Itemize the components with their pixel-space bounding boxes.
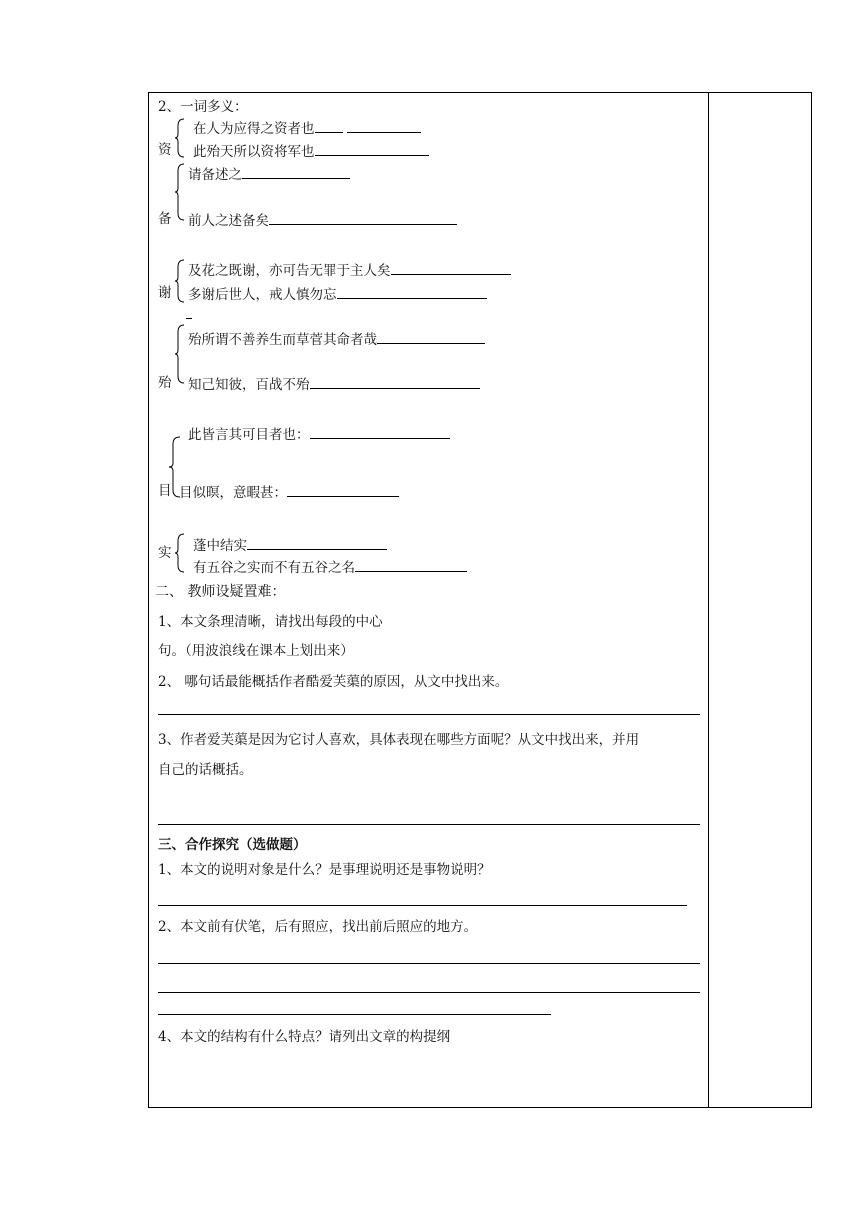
- answer-line: [158, 905, 687, 906]
- stray-mark: [186, 318, 192, 319]
- question-text: 1、本文的说明对象是什么？是事理说明还是事物说明？: [158, 862, 491, 878]
- polysemy-item: 请备述之: [188, 164, 350, 184]
- polysemy-item: 此殆天所以资将军也: [193, 141, 429, 161]
- question-text: 2、 哪句话最能概括作者酷爱芙蕖的原因，从文中找出来。: [158, 674, 509, 690]
- question-text: 自己的话概括。: [158, 762, 253, 778]
- polysemy-item: 在人为应得之资者也: [193, 118, 421, 138]
- polysemy-item: 殆所谓不善养生而草菅其命者哉: [188, 329, 485, 349]
- polysemy-char-dai: 殆: [158, 375, 172, 391]
- polysemy-char-shi: 实: [158, 545, 172, 561]
- brace-zi: [174, 118, 186, 158]
- polysemy-item: 多谢后世人，戒人慎勿忘: [188, 284, 487, 304]
- coop-heading: 三、合作探究（选做题）: [158, 837, 307, 853]
- column-divider: [708, 93, 709, 1107]
- brace-shi: [174, 533, 186, 573]
- polysemy-item: 及花之既谢，亦可告无罪于主人矣: [188, 260, 511, 280]
- answer-line: [158, 714, 700, 715]
- answer-line: [158, 1014, 551, 1015]
- polysemy-heading: 2、一词多义：: [158, 99, 248, 115]
- question-text: 3、作者爱芙蕖是因为它讨人喜欢，具体表现在哪些方面呢？从文中找出来，并用: [158, 732, 640, 748]
- polysemy-item: 此皆言其可目者也：: [188, 424, 450, 444]
- polysemy-item: 目似暝，意暇甚：: [179, 482, 399, 502]
- answer-line: [158, 824, 700, 825]
- polysemy-char-mu: 目: [158, 483, 172, 499]
- polysemy-item: 有五谷之实而不有五谷之名: [193, 557, 467, 577]
- brace-dai: [174, 324, 186, 384]
- question-text: 句。（用波浪线在课本上划出来）: [158, 643, 354, 659]
- polysemy-item: 知己知彼，百战不殆: [188, 374, 480, 394]
- polysemy-char-xie: 谢: [158, 285, 172, 301]
- polysemy-char-zi: 资: [158, 142, 172, 158]
- question-text: 4、本文的结构有什么特点？请列出文章的构提纲: [158, 1029, 451, 1045]
- question-text: 2、本文前有伏笔，后有照应，找出前后照应的地方。: [158, 919, 478, 935]
- polysemy-item: 蓬中结实: [193, 535, 387, 555]
- polysemy-char-bei: 备: [158, 211, 172, 227]
- polysemy-item: 前人之述备矣: [188, 210, 457, 230]
- answer-line: [158, 992, 700, 993]
- question-text: 1、本文条理清晰，请找出每段的中心: [158, 614, 383, 630]
- answer-line: [158, 963, 700, 964]
- teacher-heading: 二、 教师设疑置难：: [155, 584, 286, 600]
- brace-bei: [174, 163, 186, 221]
- brace-xie: [174, 259, 186, 303]
